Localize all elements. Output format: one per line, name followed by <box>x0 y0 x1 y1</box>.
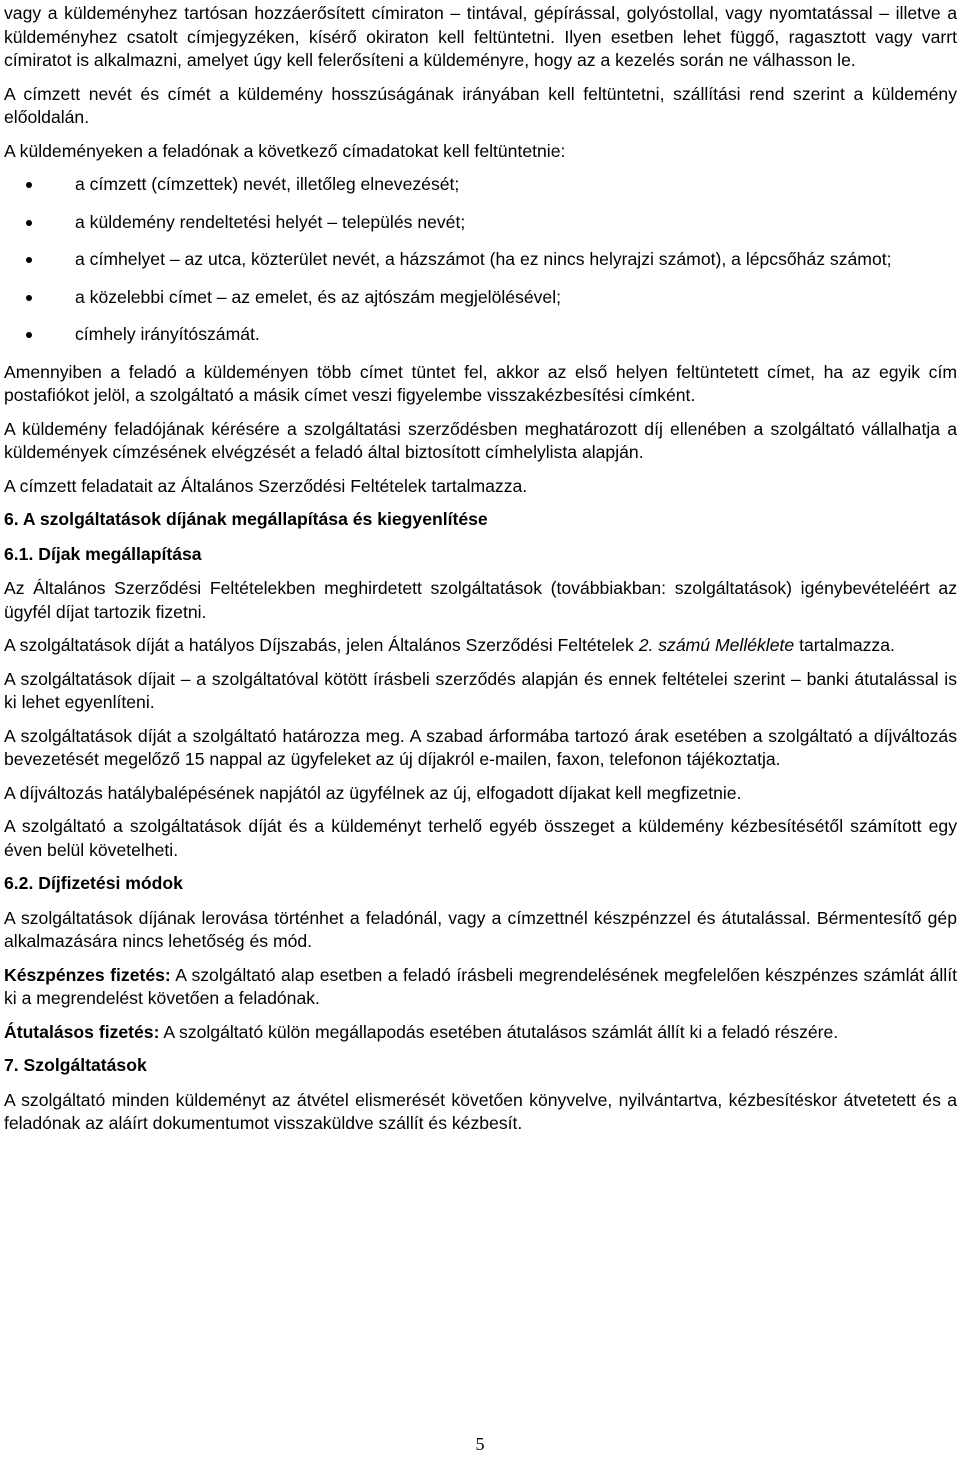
paragraph-address-direction: A címzett nevét és címét a küldemény hosszúságának irányában kell feltüntetni, szállítási rend szerint a küldemény előoldalán. <box>4 83 957 127</box>
paragraph-fee-effective: A díjváltozás hatálybalépésének napjától az ügyfélnek az új, elfogadott díjakat kell megfizetnie. <box>4 782 742 803</box>
paragraph-cash-payment <box>4 964 957 1011</box>
transfer-payment-text: A szolgáltató külön megállapodás esetében átutalásos számlát állít ki a feladó részére. <box>159 1021 839 1042</box>
list-item <box>4 248 957 272</box>
bullet-icon <box>26 257 32 263</box>
fee-schedule-text: A szolgáltatások díját a hatályos Díjszabás, jelen Általános Szerződési Feltételek <box>4 635 639 655</box>
section-heading-7: 7. Szolgáltatások <box>4 1055 147 1075</box>
bullet-icon <box>26 182 32 188</box>
list-item <box>4 211 957 235</box>
annex-reference: 2. számú Melléklete <box>638 635 795 655</box>
cash-payment-label: Készpénzes fizetés: <box>4 964 171 985</box>
address-data-list <box>4 173 957 347</box>
paragraph-recipient-duties: A címzett feladatait az Általános Szerződési Feltételek tartalmazza. <box>4 475 528 496</box>
paragraph-fee-schedule <box>4 634 957 658</box>
document-page <box>4 0 957 1146</box>
section-heading-6-1: 6.1. Díjak megállapítása <box>4 543 202 564</box>
paragraph-addressing-service: A küldemény feladójának kérésére a szolgáltatási szerződésben meghatározott díj ellenében a szolgáltató vállalhatja a küldemények címzésének elvégzését a feladó által biztosított címhelylista alapján. <box>4 418 957 462</box>
section-heading-6-2: 6.2. Díjfizetési módok <box>4 873 183 893</box>
paragraph-address-data-intro: A küldeményeken a feladónak a következő címadatokat kell feltüntetnie: <box>4 140 566 161</box>
bullet-icon <box>26 220 32 226</box>
list-item-text: a címhelyet – az utca, közterület nevét, a házszámot (ha ez nincs helyrajzi számot), a lépcsőház számot; <box>75 249 892 269</box>
paragraph-services: A szolgáltató minden küldeményt az átvétel elismerését követően könyvelve, nyilvántartva, kézbesítéskor átvetetett és a feladónak az aláírt dokumentumot visszaküldve szállít és kézbesít. <box>4 1089 957 1133</box>
list-item <box>4 323 957 347</box>
cash-payment-text: A szolgáltató alap esetben a feladó írásbeli megrendelésének megfelelően készpénzes számlát állít ki a megrendelést követően a feladónak. <box>4 964 957 1008</box>
paragraph-transfer-payment <box>4 1021 957 1045</box>
paragraph-fee-claim: A szolgáltató a szolgáltatások díját és a küldeményt terhelő egyéb összeget a küldemény kézbesítésétől számított egy éven belül követelheti. <box>4 816 957 860</box>
list-item-text: a közelebbi címet – az emelet, és az ajtószám megjelölésével; <box>75 286 562 307</box>
page-number: 5 <box>475 1434 485 1454</box>
list-item <box>4 173 957 197</box>
paragraph-fee-obligation: Az Általános Szerződési Feltételekben meghirdetett szolgáltatások (továbbiakban: szolgáltatások) igénybevételéért az ügyfél díjat tartozik fizetni. <box>4 578 957 622</box>
transfer-payment-label: Átutalásos fizetés: <box>4 1021 160 1042</box>
paragraph-bank-transfer: A szolgáltatások díjait – a szolgáltatóval kötött írásbeli szerződés alapján és ennek feltételei szerint – banki átutalással is ki lehet egyenlíteni. <box>4 668 957 712</box>
list-item-text: címhely irányítószámát. <box>75 324 260 344</box>
list-item-text: a küldemény rendeltetési helyét – település nevét; <box>75 211 466 232</box>
bullet-icon <box>26 295 32 301</box>
paragraph-payment-methods: A szolgáltatások díjának lerovása történhet a feladónál, vagy a címzettnél készpénzzel és átutalással. Bérmentesítő gép alkalmazására nincs lehetőség és mód. <box>4 907 957 951</box>
paragraph-fee-change: A szolgáltatások díját a szolgáltató határozza meg. A szabad árformába tartozó árak esetében a szolgáltató a díjváltozás bevezetését megelőző 15 nappal az ügyfeleket az új díjakról e-mailen, faxon, telefonon tájékoztatja. <box>4 725 957 769</box>
section-heading-6: 6. A szolgáltatások díjának megállapítása és kiegyenlítése <box>4 509 488 529</box>
bullet-icon <box>26 332 32 338</box>
list-item <box>4 286 957 310</box>
list-item-text: a címzett (címzettek) nevét, illetőleg elnevezését; <box>75 174 460 194</box>
fee-schedule-text-end: tartalmazza. <box>794 635 895 655</box>
paragraph-address-label: vagy a küldeményhez tartósan hozzáerősített címiraton – tintával, gépírással, golyóstollal, vagy nyomtatással – illetve a küldeményhez csatolt címjegyzéken, kísérő okiraton kell feltüntetni. Ilyen esetben lehet függő, ragasztott vagy varrt címiratot is alkalmazni, amelyet úgy kell felerősíteni a küldeményre, hogy az a kezelés során ne válhasson le. <box>4 3 957 70</box>
paragraph-multiple-addresses: Amennyiben a feladó a küldeményen több címet tüntet fel, akkor az első helyen feltüntetett címet, ha az egyik cím postafiókot jelöl, a szolgáltató a másik címet veszi figyelembe visszakézbesítési címként. <box>4 361 957 405</box>
